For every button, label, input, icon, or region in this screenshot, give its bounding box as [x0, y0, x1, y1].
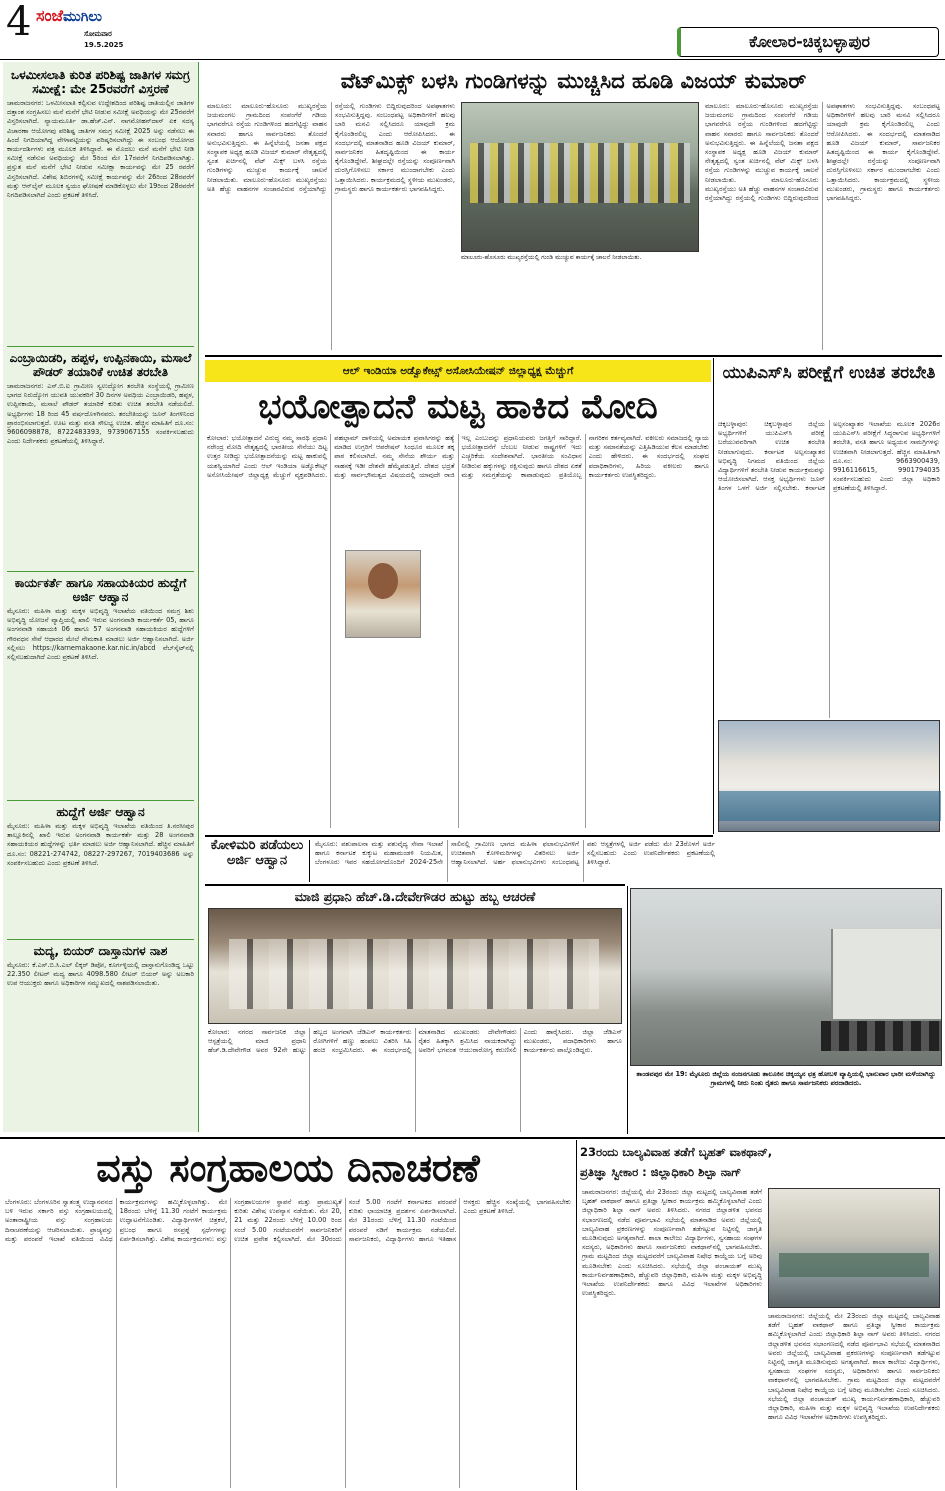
top-story: [205, 62, 942, 354]
story-body: ಮೈಸೂರು: ಮಹಿಳಾ ಮತ್ತು ಮಕ್ಕಳ ಅಭಿವೃದ್ಧಿ ಇಲಾಖೆಯ ವತಿಯಿಂದ ಸಮಗ್ರ ಶಿಶು ಅಭಿವೃದ್ಧಿ ಯೋಜನೆ ವ್ಯಾಪ್ತಿಯಲ್ಲಿ ಖಾಲಿ ಇರುವ ಅಂಗನವಾಡಿ ಕಾರ್ಯಕರ್ತೆ 05, ಹಾಗೂ ಅಂಗನವಾಡಿ ಸಹಾಯಕಿ 06 ಹಾಗೂ 57 ಅಂಗನವಾಡಿ ಸಹಾಯಕಿಯರ ಹುದ್ದೆಗಳಿಗೆ ಗೌರವಧನ ಸೇವೆ ಆಧಾರದ ಮೇಲೆ ನೇಮಕಾತಿ ಮಾಡಲು ಅರ್ಜಿ ಆಹ್ವಾನಿಸಲಾಗಿದೆ. ಅರ್ಜಿ ಸಲ್ಲಿಸಲು https://karnemakaone.kar.nic.in/abcd ವೆಬ್‌ಸೈಟ್‌ನಲ್ಲಿ ಸಲ್ಲಿಸಬಹುದಾಗಿದೆ ಎಂದು ಪ್ರಕಟಣೆ ತಿಳಿಸಿದೆ.: [7, 607, 194, 662]
walkathon-story: [580, 1140, 942, 1490]
upsc-story: [716, 358, 942, 836]
devegowda-photo: [208, 908, 622, 1024]
walkathon-headline-1: 23ರಂದು ಬಾಲ್ಯವಿವಾಹ ತಡೆಗೆ ಬೃಹತ್ ವಾಕಥಾನ್,: [580, 1145, 773, 1159]
walkathon-body-right: ಚಾಮರಾಜನಗರ: ಜಿಲ್ಲೆಯಲ್ಲಿ ಮೇ 23ರಂದು ಜಿಲ್ಲಾ ಮಟ್ಟದಲ್ಲಿ ಬಾಲ್ಯವಿವಾಹ ತಡೆಗೆ ಬೃಹತ್ ವಾಕಥಾನ್ ಹಾಗೂ ಪ್ರತಿಜ್ಞಾ ಸ್ವೀಕಾರ ಕಾರ್ಯಕ್ರಮ ಹಮ್ಮಿಕೊಳ್ಳಲಾಗಿದೆ ಎಂದು ಜಿಲ್ಲಾಧಿಕಾರಿ ಶಿಲ್ಪಾ ನಾಗ್ ಅವರು ತಿಳಿಸಿದರು. ನಗರದ ಜಿಲ್ಲಾಡಳಿತ ಭವನದ ಸಭಾಂಗಣದಲ್ಲಿ ನಡೆದ ಪೂರ್ವಭಾವಿ ಸಭೆಯಲ್ಲಿ ಮಾತನಾಡಿದ ಅವರು ಜಿಲ್ಲೆಯಲ್ಲಿ ಬಾಲ್ಯವಿವಾಹ ಪ್ರಕರಣಗಳನ್ನು ಸಂಪೂರ್ಣವಾಗಿ ತಡೆಗಟ್ಟುವ ನಿಟ್ಟಿನಲ್ಲಿ ಜಾಗೃತಿ ಮೂಡಿಸುವುದು ಅಗತ್ಯವಾಗಿದೆ. ಶಾಲಾ ಕಾಲೇಜು ವಿದ್ಯಾರ್ಥಿಗಳು, ಸ್ವಸಹಾಯ ಸಂಘಗಳ ಸದಸ್ಯರು, ಅಧಿಕಾರಿಗಳು ಹಾಗೂ ಸಾರ್ವಜನಿಕರು ವಾಕಥಾನ್‌ನಲ್ಲಿ ಭಾಗವಹಿಸಬೇಕು. ಗ್ರಾಮ ಮಟ್ಟದಿಂದ ಜಿಲ್ಲಾ ಮಟ್ಟದವರೆಗೆ ಬಾಲ್ಯವಿವಾಹ ನಿಷೇಧ ಕಾಯ್ದೆಯ ಬಗ್ಗೆ ಅರಿವು ಮೂಡಿಸಬೇಕು ಎಂದು ಸೂಚಿಸಿದರು. ಸಭೆಯಲ್ಲಿ ಜಿಲ್ಲಾ ಪಂಚಾಯತ್ ಮುಖ್ಯ ಕಾರ್ಯನಿರ್ವಹಣಾಧಿಕಾರಿ, ಹೆಚ್ಚುವರಿ ಜಿಲ್ಲಾಧಿಕಾರಿ, ಮಹಿಳಾ ಮತ್ತು ಮಕ್ಕಳ ಅಭಿವೃದ್ಧಿ ಇಲಾಖೆಯ ಉಪನಿರ್ದೇಶಕರು ಹಾಗೂ ವಿವಿಧ ಇಲಾಖೆಗಳ ಅಧಿಕಾರಿಗಳು ಉಪಸ್ಥಿತರಿದ್ದರು.: [768, 1312, 940, 1422]
sidebar-story-survey: [7, 68, 194, 343]
table-shape: [719, 791, 941, 821]
story-headline: ಕಾರ್ಯಕರ್ತೆ ಹಾಗೂ ಸಹಾಯಕಿಯರ ಹುದ್ದೆಗೆ ಅರ್ಜಿ ಆಹ್ವಾನ: [14, 576, 187, 604]
modi-body: ಕೋಲಾರ: ಭಯೋತ್ಪಾದನೆ ವಿರುದ್ಧ ನಮ್ಮ ಸಾರಥಿ ಪ್ರಧಾನಿ ನರೇಂದ್ರ ಮೋದಿ ನೇತೃತ್ವದಲ್ಲಿ ಭಾರತೀಯ ಸೇನೆಯು ದಿಟ್ಟ ಉತ್ತರ ನೀಡಿದ್ದು ಭಯೋತ್ಪಾದನೆಯನ್ನು ಮಟ್ಟ ಹಾಕುವಲ್ಲಿ ಯಶಸ್ವಿಯಾಗಿದೆ ಎಂದು ಆಲ್ ಇಂಡಿಯಾ ಅಡ್ವೊಕೇಟ್ಸ್ ಅಸೋಸಿಯೇಷನ್ ಜಿಲ್ಲಾಧ್ಯಕ್ಷ ಮೆಚ್ಚುಗೆ ವ್ಯಕ್ತಪಡಿಸಿದರು. ಪಹಲ್ಗಾಮ್ ದಾಳಿಯಲ್ಲಿ ಅಮಾಯಕ ಪ್ರವಾಸಿಗರನ್ನು ಹತ್ಯೆ ಮಾಡಿದ ಉಗ್ರರಿಗೆ ಆಪರೇಷನ್ ಸಿಂಧೂರ ಮೂಲಕ ತಕ್ಕ ಪಾಠ ಕಲಿಸಲಾಗಿದೆ. ನಮ್ಮ ಸೇನೆಯ ಶೌರ್ಯ ಮತ್ತು ಸಾಹಸಕ್ಕೆ ಇಡೀ ದೇಶವೇ ಹೆಮ್ಮೆಪಡುತ್ತಿದೆ. ದೇಶದ ಭದ್ರತೆ ಮತ್ತು ಸಾರ್ವಭೌಮತ್ವದ ವಿಷಯದಲ್ಲಿ ಯಾವುದೇ ರಾಜಿ ಇಲ್ಲ ಎಂಬುದನ್ನು ಪ್ರಧಾನಿಯವರು ಜಗತ್ತಿಗೆ ಸಾರಿದ್ದಾರೆ. ಭಯೋತ್ಪಾದನೆಗೆ ಬೆಂಬಲ ನೀಡುವ ರಾಷ್ಟ್ರಗಳಿಗೆ ಇದು ಎಚ್ಚರಿಕೆಯ ಸಂದೇಶವಾಗಿದೆ. ಭಾರತೀಯ ಸಂವಿಧಾನ ನೀಡಿರುವ ಹಕ್ಕುಗಳನ್ನು ರಕ್ಷಿಸುವುದು ಹಾಗೂ ದೇಶದ ಏಕತೆ ಮತ್ತು ಸಮಗ್ರತೆಯನ್ನು ಕಾಪಾಡುವುದು ಪ್ರತಿಯೊಬ್ಬ ನಾಗರಿಕನ ಕರ್ತವ್ಯವಾಗಿದೆ. ವಕೀಲರು ಸಮಾಜದಲ್ಲಿ ನ್ಯಾಯ ಮತ್ತು ಸಮಾನತೆಯನ್ನು ಎತ್ತಿಹಿಡಿಯುವ ಕೆಲಸ ಮಾಡಬೇಕು ಎಂದು ಹೇಳಿದರು. ಈ ಸಂದರ್ಭದಲ್ಲಿ ಸಂಘದ ಪದಾಧಿಕಾರಿಗಳು, ಹಿರಿಯ ವಕೀಲರು ಹಾಗೂ ಕಾರ್ಯಕರ್ತರು ಉಪಸ್ಥಿತರಿದ್ದರು.: [207, 434, 709, 479]
top-story-headline: ವೆಟ್‌ಮಿಕ್ಸ್ ಬಳಸಿ ಗುಂಡಿಗಳನ್ನು ಮುಚ್ಚಿಸಿದ ಹೂಡಿ ವಿಜಯ್ ಕುಮಾರ್: [340, 69, 807, 93]
rule-modi-bottom: [205, 835, 713, 837]
upsc-headline: ಯುಪಿಎಸ್‌ಸಿ ಪರೀಕ್ಷೆಗೆ ಉಚಿತ ತರಬೇತಿ: [722, 363, 936, 383]
sidebar-story-anganwadi: [7, 576, 194, 797]
upsc-body: ಚಿಕ್ಕಬಳ್ಳಾಪುರ: ಚಿಕ್ಕಬಳ್ಳಾಪುರ ಜಿಲ್ಲೆಯ ಅಭ್ಯರ್ಥಿಗಳಿಗೆ ಯುಪಿಎಸ್‌ಸಿ ಪರೀಕ್ಷೆ ಬರೆಯುವವರಿಗಾಗಿ ಉಚಿತ ತರಬೇತಿ ನೀಡಲಾಗುವುದು. ಕರ್ನಾಟಕ ಅಲ್ಪಸಂಖ್ಯಾತರ ಅಭಿವೃದ್ಧಿ ನಿಗಮದ ವತಿಯಿಂದ ಜಿಲ್ಲೆಯ ವಿದ್ಯಾರ್ಥಿಗಳಿಗೆ ತರಬೇತಿ ನೀಡುವ ಕಾರ್ಯಕ್ರಮವನ್ನು ಆಯೋಜಿಸಲಾಗಿದೆ. ಆಸಕ್ತ ಅಭ್ಯರ್ಥಿಗಳು ಜೂನ್ ತಿಂಗಳ ಒಳಗೆ ಅರ್ಜಿ ಸಲ್ಲಿಸಬೇಕು. ಕರ್ನಾಟಕ ಅಲ್ಪಸಂಖ್ಯಾತರ ಇಲಾಖೆಯ ಮೂಲಕ 2026ರ ಯುಪಿಎಸ್‌ಸಿ ಪರೀಕ್ಷೆಗೆ ಸಿದ್ಧರಾಗುವ ಅಭ್ಯರ್ಥಿಗಳಿಗೆ ತರಬೇತಿ, ವಸತಿ ಹಾಗೂ ಅಧ್ಯಯನ ಸಾಮಗ್ರಿಗಳನ್ನು ಉಚಿತವಾಗಿ ನೀಡಲಾಗುತ್ತದೆ. ಹೆಚ್ಚಿನ ಮಾಹಿತಿಗಾಗಿ ದೂ.ಸಂ: 9663900439, 9916116615, 9901794035 ಸಂಪರ್ಕಿಸಬಹುದು ಎಂದು ಜಿಲ್ಲಾ ಅಧಿಕಾರಿ ಪ್ರಕಟಣೆಯಲ್ಲಿ ತಿಳಿಸಿದ್ದಾರೆ.: [718, 420, 940, 493]
rain-photo-story: [630, 886, 942, 1134]
rain-caption: ತಾಂಡವಪುರ ಮೇ 19: ಮೈಸೂರು ಜಿಲ್ಲೆಯ ನಂಜನಗೂಡು ತಾಲೂಕಿನ ಚಿಕ್ಕಯ್ಯನ ಛತ್ರ ಹೋಬಳಿ ವ್ಯಾಪ್ತಿಯಲ್ಲಿ ಭಾನುವಾರ ಭಾರೀ ಮಳೆಯಾಗಿದ್ದು ಗ್ರಾಮಗಳಲ್ಲಿ ನೀರು ನಿಂತು ರೈತರು ಹಾಗೂ ಸಾರ್ವಜನಿಕರು ಪರದಾಡಿದರು.: [636, 1070, 936, 1087]
modi-story: [205, 358, 711, 832]
bikes-shape: [821, 1021, 941, 1051]
section-title: ಕೋಲಾರ-ಚಿಕ್ಕಬಳ್ಳಾಪುರ: [749, 32, 870, 51]
story-body: ಚಾಮರಾಜನಗರ: ಎಸ್.ಬಿ.ಐ ಗ್ರಾಮೀಣ ಸ್ವಉದ್ಯೋಗ ತರಬೇತಿ ಸಂಸ್ಥೆಯಲ್ಲಿ ಗ್ರಾಮೀಣ ಭಾಗದ ನಿರುದ್ಯೋಗ ಯುವತಿ ಯುವಕರಿಗೆ 30 ದಿನಗಳ ಅವಧಿಯ ಎಂಬ್ರಾಯಿಡರಿ, ಹಪ್ಪಳ, ಉಪ್ಪಿನಕಾಯಿ, ಮಸಾಲೆ ಪೌಡರ್ ತಯಾರಿಕೆ ಕುರಿತು ಉಚಿತ ತರಬೇತಿ ನಡೆಯಲಿದೆ. ಅಭ್ಯರ್ಥಿಗಳು 18 ರಿಂದ 45 ವರ್ಷದೊಳಗಿನವರು. ತರಬೇತಿಯನ್ನು ಜೂನ್ ತಿಂಗಳಿನಿಂದ ಪ್ರಾರಂಭಿಸಲಾಗುತ್ತದೆ. ಊಟ ಮತ್ತು ವಸತಿ ಸೌಲಭ್ಯ ಉಚಿತ. ಹೆಚ್ಚಿನ ಮಾಹಿತಿಗೆ ದೂ.ಸಂ: 9606098878, 8722483393, 9739067155 ಸಂಪರ್ಕಿಸಬಹುದು ಎಂದು ನಿರ್ದೇಶಕರು ಪ್ರಕಟಣೆಯಲ್ಲಿ ತಿಳಿಸಿದ್ದಾರೆ.: [7, 382, 194, 446]
portrait-head: [368, 563, 398, 599]
museum-headline: ವಸ್ತು ಸಂಗ್ರಹಾಲಯ ದಿನಾಚರಣೆ: [96, 1146, 480, 1190]
modi-headline: ಭಯೋತ್ಪಾದನೆ ಮಟ್ಟ ಹಾಕಿದ ಮೋದಿ: [258, 387, 658, 427]
top-story-photo-caption: ಮಾಲೂರು-ಹೊಸೂರು ಮುಖ್ಯರಸ್ತೆಯಲ್ಲಿ ಗುಂಡಿ ಮುಚ್ಚುವ ಕಾರ್ಯಕ್ಕೆ ಚಾಲನೆ ನೀಡಲಾಯಿತು.: [461, 254, 642, 261]
sidebar-divider: [7, 939, 194, 940]
left-sidebar: [3, 62, 199, 1132]
page-number: 4: [6, 0, 32, 45]
sidebar-divider: [7, 346, 194, 347]
crowd-shape: [470, 143, 690, 203]
museum-story: [3, 1140, 573, 1490]
top-story-photo: [461, 102, 699, 252]
devegowda-body: ಕೋಲಾರ: ನಗರದ ಸಾರ್ವಜನಿಕ ಜಿಲ್ಲಾ ಆಸ್ಪತ್ರೆಯಲ್ಲಿ ಮಾಜಿ ಪ್ರಧಾನಿ ಹೆಚ್.ಡಿ.ದೇವೇಗೌಡ ಅವರ 92ನೇ ಹುಟ್ಟು ಹಬ್ಬದ ಅಂಗವಾಗಿ ಜೆಡಿಎಸ್ ಕಾರ್ಯಕರ್ತರು ರೋಗಿಗಳಿಗೆ ಹಣ್ಣು ಹಂಪಲು ವಿತರಿಸಿ ಸಿಹಿ ಹಂಚಿ ಸಂಭ್ರಮಿಸಿದರು. ಈ ಸಂದರ್ಭದಲ್ಲಿ ಮಾತನಾಡಿದ ಮುಖಂಡರು ದೇವೇಗೌಡರು ರೈತರ ಹಿತಕ್ಕಾಗಿ ಶ್ರಮಿಸಿದ ನಾಯಕರಾಗಿದ್ದು ಅವರಿಗೆ ಭಗವಂತ ಆಯುರಾರೋಗ್ಯ ಕರುಣಿಸಲಿ ಎಂದು ಹಾರೈಸಿದರು. ಜಿಲ್ಲಾ ಜೆಡಿಎಸ್ ಮುಖಂಡರು, ಪದಾಧಿಕಾರಿಗಳು ಹಾಗೂ ಕಾರ್ಯಕರ್ತರು ಪಾಲ್ಗೊಂಡಿದ್ದರು.: [208, 1028, 622, 1055]
devegowda-story: [205, 886, 625, 1134]
walkathon-photo: [768, 1188, 940, 1308]
story-headline: ಒಳಮೀಸಲಾತಿ ಕುರಿತ ಪರಿಶಿಷ್ಟ ಜಾತಿಗಳ ಸಮಗ್ರ ಸಮೀಕ್ಷೆ: ಮೇ 25ರವರೆಗೆ ವಿಸ್ತರಣೆ: [11, 68, 190, 96]
building-shape: [831, 929, 941, 1019]
kicker-text: ಆಲ್ ಇಂಡಿಯಾ ಅಡ್ವೊಕೇಟ್ಸ್ ಅಸೋಸಿಯೇಷನ್ ಜಿಲ್ಲಾಧ್ಯಕ್ಷ ಮೆಚ್ಚುಗೆ: [342, 364, 574, 377]
kolimari-story: [205, 838, 942, 884]
sidebar-divider: [7, 800, 194, 801]
walkathon-body-left: ಚಾಮರಾಜನಗರ: ಜಿಲ್ಲೆಯಲ್ಲಿ ಮೇ 23ರಂದು ಜಿಲ್ಲಾ ಮಟ್ಟದಲ್ಲಿ ಬಾಲ್ಯವಿವಾಹ ತಡೆಗೆ ಬೃಹತ್ ವಾಕಥಾನ್ ಹಾಗೂ ಪ್ರತಿಜ್ಞಾ ಸ್ವೀಕಾರ ಕಾರ್ಯಕ್ರಮ ಹಮ್ಮಿಕೊಳ್ಳಲಾಗಿದೆ ಎಂದು ಜಿಲ್ಲಾಧಿಕಾರಿ ಶಿಲ್ಪಾ ನಾಗ್ ಅವರು ತಿಳಿಸಿದರು. ನಗರದ ಜಿಲ್ಲಾಡಳಿತ ಭವನದ ಸಭಾಂಗಣದಲ್ಲಿ ನಡೆದ ಪೂರ್ವಭಾವಿ ಸಭೆಯಲ್ಲಿ ಮಾತನಾಡಿದ ಅವರು ಜಿಲ್ಲೆಯಲ್ಲಿ ಬಾಲ್ಯವಿವಾಹ ಪ್ರಕರಣಗಳನ್ನು ಸಂಪೂರ್ಣವಾಗಿ ತಡೆಗಟ್ಟುವ ನಿಟ್ಟಿನಲ್ಲಿ ಜಾಗೃತಿ ಮೂಡಿಸುವುದು ಅಗತ್ಯವಾಗಿದೆ. ಶಾಲಾ ಕಾಲೇಜು ವಿದ್ಯಾರ್ಥಿಗಳು, ಸ್ವಸಹಾಯ ಸಂಘಗಳ ಸದಸ್ಯರು, ಅಧಿಕಾರಿಗಳು ಹಾಗೂ ಸಾರ್ವಜನಿಕರು ವಾಕಥಾನ್‌ನಲ್ಲಿ ಭಾಗವಹಿಸಬೇಕು. ಗ್ರಾಮ ಮಟ್ಟದಿಂದ ಜಿಲ್ಲಾ ಮಟ್ಟದವರೆಗೆ ಬಾಲ್ಯವಿವಾಹ ನಿಷೇಧ ಕಾಯ್ದೆಯ ಬಗ್ಗೆ ಅರಿವು ಮೂಡಿಸಬೇಕು ಎಂದು ಸೂಚಿಸಿದರು. ಸಭೆಯಲ್ಲಿ ಜಿಲ್ಲಾ ಪಂಚಾಯತ್ ಮುಖ್ಯ ಕಾರ್ಯನಿರ್ವಹಣಾಧಿಕಾರಿ, ಹೆಚ್ಚುವರಿ ಜಿಲ್ಲಾಧಿಕಾರಿ, ಮಹಿಳಾ ಮತ್ತು ಮಕ್ಕಳ ಅಭಿವೃದ್ಧಿ ಇಲಾಖೆಯ ಉಪನಿರ್ದೇಶಕರು ಹಾಗೂ ವಿವಿಧ ಇಲಾಖೆಗಳ ಅಧಿಕಾರಿಗಳು ಉಪಸ್ಥಿತರಿದ್ದರು.: [582, 1188, 762, 1298]
masthead: [0, 0, 945, 60]
story-headline: ಹುದ್ದೆಗೆ ಅರ್ಜಿ ಆಹ್ವಾನ: [56, 805, 145, 819]
rule-museum-walkathon: [576, 1140, 577, 1490]
rule-modi-upsc: [713, 358, 714, 834]
sidebar-story-post: [7, 805, 194, 936]
top-story-body-right: ಮಾಲೂರು: ಮಾಲೂರು-ಹೊಸೂರು ಮುಖ್ಯರಸ್ತೆಯ ಜಯಮಂಗಲ ಗ್ರಾಮದಿಂದ ಸಂಪಂಗೆರೆ ಗಡಿಯ ಭಾಗವರೆಗೂ ರಸ್ತೆಯ ಗುಂಡಿಗಳಿಂದ ಹದಗೆಟ್ಟಿದ್ದು ವಾಹನ ಸವಾರರು ಹಾಗೂ ಸಾರ್ವಜನಿಕರು ತೊಂದರೆ ಅನುಭವಿಸುತ್ತಿದ್ದರು. ಈ ಹಿನ್ನೆಲೆಯಲ್ಲಿ ಜನತಾ ಪಕ್ಷದ ಸಂಸ್ಥಾಪಕ ಅಧ್ಯಕ್ಷ ಹೂಡಿ ವಿಜಯ್ ಕುಮಾರ್ ನೇತೃತ್ವದಲ್ಲಿ ಸ್ವಂತ ಖರ್ಚಿನಲ್ಲಿ ವೆಟ್ ಮಿಕ್ಸ್ ಬಳಸಿ ರಸ್ತೆಯ ಗುಂಡಿಗಳನ್ನು ಮುಚ್ಚುವ ಕಾರ್ಯಕ್ಕೆ ಚಾಲನೆ ನೀಡಲಾಯಿತು. ಮಾಲೂರು-ಹೊಸೂರು ಮುಖ್ಯರಸ್ತೆಯು ಅತಿ ಹೆಚ್ಚು ವಾಹನಗಳ ಸಂಚಾರವಿರುವ ರಸ್ತೆಯಾಗಿದ್ದು ರಸ್ತೆಯಲ್ಲಿ ಗುಂಡಿಗಳು ಬಿದ್ದಿರುವುದರಿಂದ ಅಪಘಾತಗಳು ಸಂಭವಿಸುತ್ತಿದ್ದವು. ಸಂಬಂಧಪಟ್ಟ ಅಧಿಕಾರಿಗಳಿಗೆ ಹಲವು ಬಾರಿ ಮನವಿ ಸಲ್ಲಿಸಿದರೂ ಯಾವುದೇ ಕ್ರಮ ಕೈಗೊಂಡಿರಲಿಲ್ಲ ಎಂದು ಆರೋಪಿಸಿದರು. ಈ ಸಂದರ್ಭದಲ್ಲಿ ಮಾತನಾಡಿದ ಹೂಡಿ ವಿಜಯ್ ಕುಮಾರ್, ಸಾರ್ವಜನಿಕರ ಹಿತದೃಷ್ಟಿಯಿಂದ ಈ ಕಾರ್ಯ ಕೈಗೊಂಡಿದ್ದೇವೆ. ಶೀಘ್ರದಲ್ಲೇ ರಸ್ತೆಯನ್ನು ಸಂಪೂರ್ಣವಾಗಿ ದುರಸ್ತಿಗೊಳಿಸಲು ಸರ್ಕಾರ ಮುಂದಾಗಬೇಕು ಎಂದು ಒತ್ತಾಯಿಸಿದರು. ಕಾರ್ಯಕ್ರಮದಲ್ಲಿ ಸ್ಥಳೀಯ ಮುಖಂಡರು, ಗ್ರಾಮಸ್ಥರು ಹಾಗೂ ಕಾರ್ಯಕರ್ತರು ಭಾಗವಹಿಸಿದ್ದರು.: [705, 102, 940, 203]
kolimari-body: ಮೈಸೂರು: ಪಶುಪಾಲನಾ ಮತ್ತು ಪಶುವೈದ್ಯ ಸೇವಾ ಇಲಾಖೆ ಹಾಗೂ ಕರ್ನಾಟಕ ಕುಕ್ಕುಟ ಮಹಾಮಂಡಳಿ ನಿಯಮಿತ, ಬೆಂಗಳೂರು ಇವರ ಸಹಯೋಗದೊಂದಿಗೆ 2024-25ನೇ ಸಾಲಿನಲ್ಲಿ ಗ್ರಾಮೀಣ ಭಾಗದ ಮಹಿಳಾ ಫಲಾನುಭವಿಗಳಿಗೆ ಉಚಿತವಾಗಿ ಕೋಳಿಮರಿಗಳನ್ನು ವಿತರಿಸಲು ಅರ್ಜಿ ಆಹ್ವಾನಿಸಲಾಗಿದೆ. ಅರ್ಹ ಫಲಾನುಭವಿಗಳು ಸಂಬಂಧಪಟ್ಟ ಪಶು ಆಸ್ಪತ್ರೆಗಳಲ್ಲಿ ಅರ್ಜಿ ಪಡೆದು ಮೇ 23ರೊಳಗೆ ಅರ್ಜಿ ಸಲ್ಲಿಸಬಹುದು ಎಂದು ಉಪನಿರ್ದೇಶಕರು ಪ್ರಕಟಣೆಯಲ್ಲಿ ತಿಳಿಸಿದ್ದಾರೆ.: [315, 840, 715, 867]
modi-kicker: [205, 360, 711, 382]
logo-text-sanje: ಸಂಜೆ: [36, 6, 63, 25]
section-banner: [677, 27, 939, 57]
story-body: ಚಾಮರಾಜನಗರ: ಒಳಮೀಸಲಾತಿ ಕಲ್ಪಿಸುವ ಉದ್ದೇಶದಿಂದ ಪರಿಶಿಷ್ಟ ಜಾತಿಯಲ್ಲಿನ ಜಾತಿಗಳ ದತ್ತಾಂಶ ಸಂಗ್ರಹಿಸಲು ಮನೆ ಮನೆಗೆ ಭೇಟಿ ನೀಡುವ ಸಮೀಕ್ಷೆ ಅವಧಿಯನ್ನು ಮೇ 25ರವರೆಗೆ ವಿಸ್ತರಿಸಲಾಗಿದೆ. ನ್ಯಾಯಮೂರ್ತಿ ಡಾ.ಹೆಚ್.ಎನ್. ನಾಗಮೋಹನ್‌ದಾಸ್ ಏಕ ಸದಸ್ಯ ವಿಚಾರಣಾ ಆಯೋಗವು ಪರಿಶಿಷ್ಟ ಜಾತಿಗಳ ಸಮಗ್ರ ಸಮೀಕ್ಷೆ 2025 ಅನ್ನು ನಡೆಸಲು ಈ ಹಿಂದೆ ನಿಗದಿಯಾಗಿದ್ದ ವೇಳಾಪಟ್ಟಿಯನ್ನು ಪರಿಷ್ಕರಿಸಲಾಗಿದ್ದು ಈ ಸಂಬಂಧ ಆಯೋಗದ ಕಾರ್ಯದರ್ಶಿಗಳು ಪತ್ರ ಮೂಲಕ ತಿಳಿಸಿದ್ದಾರೆ. ಈ ಮೊದಲು ಮನೆ ಮನೆಗೆ ಭೇಟಿ ನೀಡಿ ಸಮೀಕ್ಷೆ ನಡೆಸುವ ಅವಧಿಯನ್ನು ಮೇ 5ರಿಂದ ಮೇ 17ರವರೆಗೆ ನಿಗದಿಪಡಿಸಲಾಗಿತ್ತು. ಪ್ರಸ್ತುತ ಮನೆ ಮನೆಗೆ ಭೇಟಿ ನೀಡುವ ಸಮೀಕ್ಷಾ ಕಾರ್ಯವನ್ನು ಮೇ 25 ರವರೆಗೆ ವಿಸ್ತರಿಸಲಾಗಿದೆ. ವಿಶೇಷ ಶಿಬಿರಗಳಲ್ಲಿ ಸಮೀಕ್ಷೆ ಕಾರ್ಯವನ್ನು ಮೇ 26ರಿಂದ 28ರವರೆಗೆ ಮತ್ತು ಆನ್‌ಲೈನ್ ಮೂಲಕ ಸ್ವಯಂ ಘೋಷಣೆ ಮಾಡಿಕೊಳ್ಳಲು ಮೇ 19ರಿಂದ 28ರವರೆಗೆ ನಿಗದಿಪಡಿಸಲಾಗಿದೆ ಎಂದು ಪ್ರಕಟಣೆ ತಿಳಿಸಿದೆ.: [7, 99, 194, 200]
story-body: ಮೈಸೂರು: ಮಹಿಳಾ ಮತ್ತು ಮಕ್ಕಳ ಅಭಿವೃದ್ಧಿ ಇಲಾಖೆಯ ವತಿಯಿಂದ ತಿ.ನರಸೀಪುರ ತಾಲ್ಲೂಕಿನಲ್ಲಿ ಖಾಲಿ ಇರುವ ಅಂಗನವಾಡಿ ಕಾರ್ಯಕರ್ತೆ ಮತ್ತು 28 ಅಂಗನವಾಡಿ ಸಹಾಯಕಿಯರ ಹುದ್ದೆಗಳನ್ನು ಭರ್ತಿ ಮಾಡಲು ಅರ್ಜಿ ಆಹ್ವಾನಿಸಲಾಗಿದೆ. ಹೆಚ್ಚಿನ ಮಾಹಿತಿಗೆ ದೂ.ಸಂ: 08221-274742, 08227-297267, 7019403686 ಅನ್ನು ಸಂಪರ್ಕಿಸಬಹುದು ಎಂದು ಪ್ರಕಟಣೆ ತಿಳಿಸಿದೆ.: [7, 822, 194, 867]
people-shape: [229, 939, 599, 1009]
devegowda-headline: ಮಾಜಿ ಪ್ರಧಾನಿ ಹೆಚ್.ಡಿ.ದೇವೇಗೌಡರ ಹುಟ್ಟು ಹಬ್ಬ ಆಚರಣೆ: [294, 889, 536, 904]
masthead-day: ಸೋಮವಾರ: [84, 30, 112, 38]
museum-body: ಬೆಂಗಳೂರು: ಬೆಂಗಳೂರಿನ ಸ್ವಾತಂತ್ರ್ಯ ಉದ್ಯಾನವನದ ಬಳಿ ಇರುವ ಸರ್ಕಾರಿ ವಸ್ತು ಸಂಗ್ರಹಾಲಯದಲ್ಲಿ ಅಂತಾರಾಷ್ಟ್ರೀಯ ವಸ್ತು ಸಂಗ್ರಹಾಲಯ ದಿನಾಚರಣೆಯನ್ನು ಆಚರಿಸಲಾಯಿತು. ಪ್ರಾಚ್ಯವಸ್ತು ಮತ್ತು ಪರಂಪರೆ ಇಲಾಖೆ ವತಿಯಿಂದ ವಿವಿಧ ಕಾರ್ಯಕ್ರಮಗಳನ್ನು ಹಮ್ಮಿಕೊಳ್ಳಲಾಗಿತ್ತು. ಮೇ 18ರಂದು ಬೆಳಿಗ್ಗೆ 11.30 ಗಂಟೆಗೆ ಕಾರ್ಯಕ್ರಮ ಉದ್ಘಾಟನೆಗೊಂಡಿತು. ವಿದ್ಯಾರ್ಥಿಗಳಿಗೆ ಚಿತ್ರಕಲೆ, ಪ್ರಬಂಧ ಹಾಗೂ ರಸಪ್ರಶ್ನೆ ಸ್ಪರ್ಧೆಗಳನ್ನು ಏರ್ಪಡಿಸಲಾಗಿತ್ತು. ವಿಶೇಷ ಕಾರ್ಯಕ್ರಮಗಳು: ವಸ್ತು ಸಂಗ್ರಹಾಲಯಗಳ ಸ್ಥಾಪನೆ ಮತ್ತು ಪ್ರಾಮುಖ್ಯತೆ ಕುರಿತು ವಿಶೇಷ ಉಪನ್ಯಾಸ ನಡೆಯಿತು. ಮೇ 20, 21 ಮತ್ತು 22ರಂದು ಬೆಳಿಗ್ಗೆ 10.00 ರಿಂದ ಸಂಜೆ 5.00 ಗಂಟೆಯವರೆಗೆ ಸಾರ್ವಜನಿಕರಿಗೆ ಉಚಿತ ಪ್ರವೇಶ ಕಲ್ಪಿಸಲಾಗಿದೆ. ಮೇ 30ರಂದು ಸಂಜೆ 5.00 ಗಂಟೆಗೆ ಕರ್ನಾಟಕದ ಪರಂಪರೆ ಕುರಿತು ಛಾಯಾಚಿತ್ರ ಪ್ರದರ್ಶನ ಏರ್ಪಡಿಸಲಾಗಿದೆ. ಮೇ 31ರಂದು ಬೆಳಿಗ್ಗೆ 11.30 ಗಂಟೆಯಿಂದ ಪರಂಪರೆ ನಡಿಗೆ ಕಾರ್ಯಕ್ರಮ ನಡೆಯಲಿದೆ. ಸಾರ್ವಜನಿಕರು, ವಿದ್ಯಾರ್ಥಿಗಳು ಹಾಗೂ ಇತಿಹಾಸ ಆಸಕ್ತರು ಹೆಚ್ಚಿನ ಸಂಖ್ಯೆಯಲ್ಲಿ ಭಾಗವಹಿಸಬೇಕು ಎಂದು ಪ್ರಕಟಣೆ ತಿಳಿಸಿದೆ.: [5, 1198, 571, 1243]
logo-text-mugilu: ಮುಗಿಲು: [62, 9, 102, 25]
kolimari-headline: ಕೋಳಿಮರಿ ಪಡೆಯಲು ಅರ್ಜಿ ಆಹ್ವಾನ: [210, 838, 304, 868]
top-story-body-left: ಮಾಲೂರು: ಮಾಲೂರು-ಹೊಸೂರು ಮುಖ್ಯರಸ್ತೆಯ ಜಯಮಂಗಲ ಗ್ರಾಮದಿಂದ ಸಂಪಂಗೆರೆ ಗಡಿಯ ಭಾಗವರೆಗೂ ರಸ್ತೆಯ ಗುಂಡಿಗಳಿಂದ ಹದಗೆಟ್ಟಿದ್ದು ವಾಹನ ಸವಾರರು ಹಾಗೂ ಸಾರ್ವಜನಿಕರು ತೊಂದರೆ ಅನುಭವಿಸುತ್ತಿದ್ದರು. ಈ ಹಿನ್ನೆಲೆಯಲ್ಲಿ ಜನತಾ ಪಕ್ಷದ ಸಂಸ್ಥಾಪಕ ಅಧ್ಯಕ್ಷ ಹೂಡಿ ವಿಜಯ್ ಕುಮಾರ್ ನೇತೃತ್ವದಲ್ಲಿ ಸ್ವಂತ ಖರ್ಚಿನಲ್ಲಿ ವೆಟ್ ಮಿಕ್ಸ್ ಬಳಸಿ ರಸ್ತೆಯ ಗುಂಡಿಗಳನ್ನು ಮುಚ್ಚುವ ಕಾರ್ಯಕ್ಕೆ ಚಾಲನೆ ನೀಡಲಾಯಿತು. ಮಾಲೂರು-ಹೊಸೂರು ಮುಖ್ಯರಸ್ತೆಯು ಅತಿ ಹೆಚ್ಚು ವಾಹನಗಳ ಸಂಚಾರವಿರುವ ರಸ್ತೆಯಾಗಿದ್ದು ರಸ್ತೆಯಲ್ಲಿ ಗುಂಡಿಗಳು ಬಿದ್ದಿರುವುದರಿಂದ ಅಪಘಾತಗಳು ಸಂಭವಿಸುತ್ತಿದ್ದವು. ಸಂಬಂಧಪಟ್ಟ ಅಧಿಕಾರಿಗಳಿಗೆ ಹಲವು ಬಾರಿ ಮನವಿ ಸಲ್ಲಿಸಿದರೂ ಯಾವುದೇ ಕ್ರಮ ಕೈಗೊಂಡಿರಲಿಲ್ಲ ಎಂದು ಆರೋಪಿಸಿದರು. ಈ ಸಂದರ್ಭದಲ್ಲಿ ಮಾತನಾಡಿದ ಹೂಡಿ ವಿಜಯ್ ಕುಮಾರ್, ಸಾರ್ವಜನಿಕರ ಹಿತದೃಷ್ಟಿಯಿಂದ ಈ ಕಾರ್ಯ ಕೈಗೊಂಡಿದ್ದೇವೆ. ಶೀಘ್ರದಲ್ಲೇ ರಸ್ತೆಯನ್ನು ಸಂಪೂರ್ಣವಾಗಿ ದುರಸ್ತಿಗೊಳಿಸಲು ಸರ್ಕಾರ ಮುಂದಾಗಬೇಕು ಎಂದು ಒತ್ತಾಯಿಸಿದರು. ಕಾರ್ಯಕ್ರಮದಲ್ಲಿ ಸ್ಥಳೀಯ ಮುಖಂಡರು, ಗ್ರಾಮಸ್ಥರು ಹಾಗೂ ಕಾರ್ಯಕರ್ತರು ಭಾಗವಹಿಸಿದ್ದರು.: [207, 102, 455, 193]
walkathon-headline-2: ಪ್ರತಿಜ್ಞಾ ಸ್ವೀಕಾರ : ಜಿಲ್ಲಾಧಿಕಾರಿ ಶಿಲ್ಪಾ ನಾಗ್: [580, 1165, 742, 1179]
rule-devegowda-rain: [627, 886, 628, 1134]
masthead-logo: [36, 6, 102, 28]
rule-top-story: [205, 355, 942, 357]
rain-photo: [630, 888, 942, 1066]
meeting-table-shape: [779, 1253, 929, 1277]
story-body: ಮೈಸೂರು: ಕೆ.ಎಸ್.ಬಿ.ಸಿ.ಎಲ್ ಲಿಕ್ಕರ್ ಡಿಪೋ, ಕೂರ್ಗಳ್ಳಿಯಲ್ಲಿ ದಾಸ್ತಾನುಗೊಂಡಿದ್ದ ಒಟ್ಟು 22.350 ಲೀಟರ್ ಮದ್ಯ ಹಾಗೂ 4098.580 ಲೀಟರ್ ಬಿಯರ್ ಅನ್ನು ಅಬಕಾರಿ ಉಪ ಆಯುಕ್ತರು ಹಾಗೂ ಅಧಿಕಾರಿಗಳ ಸಮ್ಮುಖದಲ್ಲಿ ನಾಶಪಡಿಸಲಾಯಿತು.: [7, 961, 194, 988]
sidebar-divider: [7, 571, 194, 572]
story-headline: ಎಂಬ್ರಾಯಿಡರಿ, ಹಪ್ಪಳ, ಉಪ್ಪಿನಕಾಯಿ, ಮಸಾಲೆ ಪೌಡರ್ ತಯಾರಿಕೆ ಉಚಿತ ತರಬೇತಿ: [9, 351, 192, 379]
rule-kolimari: [309, 840, 310, 882]
rule-museum-top: [0, 1137, 945, 1139]
masthead-rule: [0, 59, 945, 60]
modi-portrait: [345, 550, 421, 638]
sidebar-story-liquor: [7, 944, 194, 1041]
story-headline: ಮದ್ಯ, ಬಿಯರ್ ದಾಸ್ತಾನುಗಳ ನಾಶ: [33, 944, 168, 958]
sidebar-story-training: [7, 351, 194, 568]
upsc-photo: [718, 720, 940, 832]
masthead-date: 19.5.2025: [84, 41, 124, 49]
